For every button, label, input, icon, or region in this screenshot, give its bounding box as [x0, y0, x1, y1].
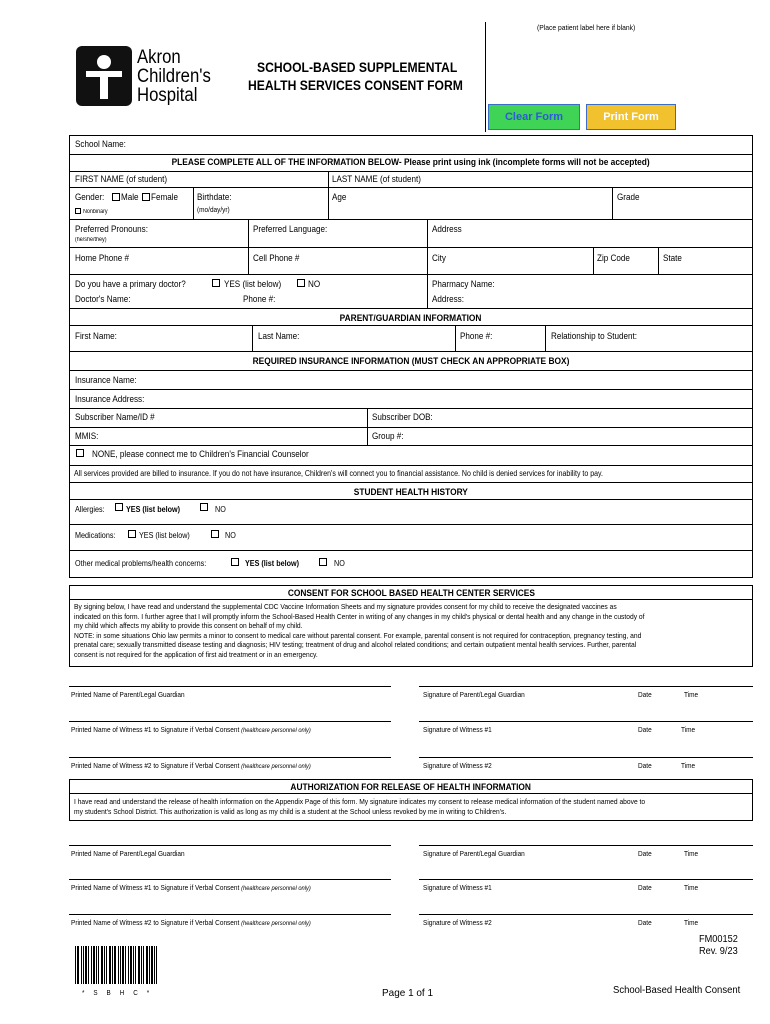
- revision: Rev. 9/23: [699, 946, 738, 957]
- male-label: Male: [121, 192, 139, 202]
- printed-w2-line[interactable]: [69, 757, 391, 758]
- age-label: Age: [332, 192, 347, 202]
- barcode-icon: [75, 946, 157, 984]
- row-line: [69, 171, 753, 172]
- doctor-no-label: NO: [308, 279, 321, 289]
- row-line: [69, 793, 753, 794]
- release-sig-w1-label: Signature of Witness #1: [423, 883, 492, 892]
- col-line: [658, 247, 659, 274]
- instruction-heading: PLEASE COMPLETE ALL OF THE INFORMATION BELOW- Please print using ink (incomplete forms will not be accepted): [171, 157, 651, 168]
- address-label: Address: [432, 224, 462, 234]
- sig-guardian-label: Signature of Parent/Legal Guardian: [423, 690, 525, 699]
- release-sig-guardian-label: Signature of Parent/Legal Guardian: [423, 849, 525, 858]
- guardian-heading: PARENT/GUARDIAN INFORMATION: [340, 313, 482, 324]
- subscriber-dob-label: Subscriber DOB:: [372, 412, 433, 422]
- row-line: [69, 427, 753, 428]
- time-label: Time: [684, 883, 699, 892]
- release-sig-w1-line[interactable]: [419, 879, 753, 880]
- col-line: [248, 219, 249, 274]
- row-line: [69, 550, 753, 551]
- printed-w2-label: Printed Name of Witness #2 to Signature if Verbal Consent (healthcare personnel only): [71, 761, 311, 770]
- medications-no-checkbox[interactable]: [211, 530, 219, 538]
- relationship-label: Relationship to Student:: [551, 331, 638, 341]
- release-printed-w2-label: Printed Name of Witness #2 to Signature if Verbal Consent (healthcare personnel only): [71, 918, 311, 927]
- release-printed-w1-label: Printed Name of Witness #1 to Signature if Verbal Consent (healthcare personnel only): [71, 883, 311, 892]
- group-label: Group #:: [372, 431, 404, 441]
- doctor-yes-label: YES (list below): [224, 279, 282, 289]
- subscriber-label: Subscriber Name/ID #: [75, 412, 155, 422]
- birthdate-label: Birthdate:: [197, 192, 232, 202]
- insurance-address-label: Insurance Address:: [75, 394, 145, 404]
- other-problems-label: Other medical problems/health concerns:: [75, 559, 207, 568]
- col-line: [427, 219, 428, 274]
- allergies-no-label: NO: [215, 505, 226, 514]
- sig-w1-label: Signature of Witness #1: [423, 725, 492, 734]
- home-phone-label: Home Phone #: [75, 253, 130, 263]
- row-line: [69, 274, 753, 275]
- female-label: Female: [151, 192, 179, 202]
- consent-paragraph: By signing below, I have read and understand the supplemental CDC Vaccine Information Sheets and my signature provides consent for my child to receive the designated vaccines as indicated on this form. I further agree that I will promptly inform the School-Based Health Center in writing of any changes in my child's physical or dental health and any change in the custody of my child which affects my ability to provide this consent on behalf of my child. NOTE: in some situations Ohio law permits a minor to consent to medical care without parental consent. For example, parental consent is not required for contraception, pregnancy testing, and prenatal care; sexually transmitted disease testing and diagnosis; HIV testing; treatment of drug and alcohol related conditions; and certain outpatient mental health services. Further, parental consent is not required for the application of first aid treatment or in an emergency.: [74, 602, 645, 659]
- row-line: [69, 499, 753, 500]
- printed-w1-label: Printed Name of Witness #1 to Signature if Verbal Consent (healthcare personnel only): [71, 725, 311, 734]
- form-code: FM00152: [699, 934, 738, 945]
- gender-other-label: Nonbinary: [83, 209, 108, 215]
- clear-form-button[interactable]: Clear Form: [488, 104, 580, 130]
- medications-no-label: NO: [225, 531, 236, 540]
- release-printed-guardian-label: Printed Name of Parent/Legal Guardian: [71, 849, 185, 858]
- col-line: [427, 274, 428, 308]
- date-label: Date: [638, 883, 652, 892]
- logo-text-childrens: Children's: [137, 66, 211, 87]
- allergies-yes-label: YES (list below): [126, 505, 181, 514]
- primary-doctor-label: Do you have a primary doctor?: [75, 279, 186, 289]
- allergies-label: Allergies:: [75, 505, 105, 514]
- nonbinary-checkbox[interactable]: [75, 208, 81, 214]
- printed-guardian-line[interactable]: [69, 686, 391, 687]
- guardian-last-name-label: Last Name:: [258, 331, 300, 341]
- barcode-text: * S B H C *: [82, 990, 153, 997]
- patient-label-note: (Place patient label here if blank): [537, 23, 636, 32]
- row-line: [69, 351, 753, 352]
- pharmacy-name-label: Pharmacy Name:: [432, 279, 495, 289]
- school-name-input[interactable]: [140, 136, 750, 153]
- allergies-no-checkbox[interactable]: [200, 503, 208, 511]
- release-sig-w2-line[interactable]: [419, 914, 753, 915]
- guardian-phone-label: Phone #:: [460, 331, 493, 341]
- release-printed-w2-line[interactable]: [69, 914, 391, 915]
- grade-label: Grade: [617, 192, 640, 202]
- time-label: Time: [684, 918, 699, 927]
- doctor-name-label: Doctor's Name:: [75, 294, 131, 304]
- row-line: [69, 389, 753, 390]
- row-line: [69, 599, 753, 600]
- cell-phone-label: Cell Phone #: [253, 253, 300, 263]
- mmis-label: MMIS:: [75, 431, 99, 441]
- doctor-yes-checkbox[interactable]: [212, 279, 220, 287]
- form-title-line2: HEALTH SERVICES CONSENT FORM: [248, 78, 463, 93]
- birthdate-format: (mo/day/yr): [197, 205, 230, 214]
- row-line: [69, 408, 753, 409]
- insurance-heading: REQUIRED INSURANCE INFORMATION (MUST CHECK AN APPROPRIATE BOX): [252, 356, 570, 367]
- printed-guardian-label: Printed Name of Parent/Legal Guardian: [71, 690, 185, 699]
- sig-guardian-line[interactable]: [419, 686, 753, 687]
- sig-w1-line[interactable]: [419, 721, 753, 722]
- row-line: [69, 247, 753, 248]
- logo-text-hospital: Hospital: [137, 85, 198, 106]
- row-line: [69, 325, 753, 326]
- male-checkbox[interactable]: [112, 193, 120, 201]
- other-yes-checkbox[interactable]: [231, 558, 239, 566]
- release-sig-w2-label: Signature of Witness #2: [423, 918, 492, 927]
- label-divider: [485, 22, 486, 132]
- document-name: School-Based Health Consent: [613, 985, 741, 996]
- doctor-phone-label: Phone #:: [243, 294, 276, 304]
- insurance-name-label: Insurance Name:: [75, 375, 137, 385]
- release-sig-guardian-line[interactable]: [419, 845, 753, 846]
- billing-note: All services provided are billed to insurance. If you do not have insurance, Children's will connect you to financial assistance. No child is denied services for inability to pay.: [74, 469, 603, 478]
- pharmacy-address-label: Address:: [432, 294, 464, 304]
- no-insurance-label: NONE, please connect me to Children's Financial Counselor: [92, 449, 309, 459]
- printed-w1-line[interactable]: [69, 721, 391, 722]
- other-yes-label: YES (list below): [245, 559, 300, 568]
- state-label: State: [663, 253, 682, 263]
- col-line: [455, 325, 456, 351]
- release-paragraph: I have read and understand the release of health information on the Appendix Page of this form. My signature indicates my consent to release medical information of the student named above to my student's School District. This authorization is valid as long as my child is a student at the School unless revoked by me in writing to Children's.: [74, 797, 646, 816]
- time-label: Time: [681, 761, 696, 770]
- female-checkbox[interactable]: [142, 193, 150, 201]
- col-line: [593, 247, 594, 274]
- no-insurance-checkbox[interactable]: [76, 449, 84, 457]
- date-label: Date: [638, 761, 652, 770]
- form-title-line1: SCHOOL-BASED SUPPLEMENTAL: [257, 60, 458, 75]
- other-no-label: NO: [334, 559, 345, 568]
- gender-label: Gender:: [75, 192, 105, 202]
- release-heading: AUTHORIZATION FOR RELEASE OF HEALTH INFORMATION: [290, 782, 532, 793]
- col-line: [328, 171, 329, 219]
- row-line: [69, 445, 753, 446]
- hospital-logo-icon: [76, 46, 132, 106]
- sig-w2-line[interactable]: [419, 757, 753, 758]
- col-line: [252, 325, 253, 351]
- first-name-label: FIRST NAME (of student): [75, 174, 168, 184]
- col-line: [545, 325, 546, 351]
- history-heading: STUDENT HEALTH HISTORY: [353, 487, 469, 498]
- col-line: [367, 408, 368, 445]
- logo-text-akron: Akron: [137, 47, 181, 68]
- row-line: [69, 154, 753, 155]
- date-label: Date: [638, 849, 652, 858]
- time-label: Time: [684, 849, 699, 858]
- medications-label: Medications:: [75, 531, 116, 540]
- print-form-button[interactable]: Print Form: [586, 104, 676, 130]
- col-line: [612, 187, 613, 219]
- last-name-label: LAST NAME (of student): [332, 174, 421, 184]
- school-name-label: School Name:: [75, 139, 126, 149]
- col-line: [193, 187, 194, 219]
- row-line: [69, 370, 753, 371]
- release-printed-w1-line[interactable]: [69, 879, 391, 880]
- guardian-first-name-label: First Name:: [75, 331, 117, 341]
- row-line: [69, 308, 753, 309]
- language-label: Preferred Language:: [253, 224, 328, 234]
- time-label: Time: [681, 725, 696, 734]
- date-label: Date: [638, 725, 652, 734]
- date-label: Date: [638, 690, 652, 699]
- time-label: Time: [684, 690, 699, 699]
- row-line: [69, 219, 753, 220]
- pronouns-label: Preferred Pronouns:: [75, 224, 148, 234]
- medications-yes-label: YES (list below): [139, 531, 190, 540]
- page-number: Page 1 of 1: [382, 987, 434, 999]
- row-line: [69, 187, 753, 188]
- zip-label: Zip Code: [597, 253, 630, 263]
- date-label: Date: [638, 918, 652, 927]
- city-label: City: [432, 253, 446, 263]
- row-line: [69, 524, 753, 525]
- consent-heading: CONSENT FOR SCHOOL BASED HEALTH CENTER SERVICES: [287, 588, 535, 599]
- release-printed-guardian-line[interactable]: [69, 845, 391, 846]
- doctor-no-checkbox[interactable]: [297, 279, 305, 287]
- sig-w2-label: Signature of Witness #2: [423, 761, 492, 770]
- pronouns-hint: (he/she/they): [75, 237, 107, 243]
- other-no-checkbox[interactable]: [319, 558, 327, 566]
- medications-yes-checkbox[interactable]: [128, 530, 136, 538]
- allergies-yes-checkbox[interactable]: [115, 503, 123, 511]
